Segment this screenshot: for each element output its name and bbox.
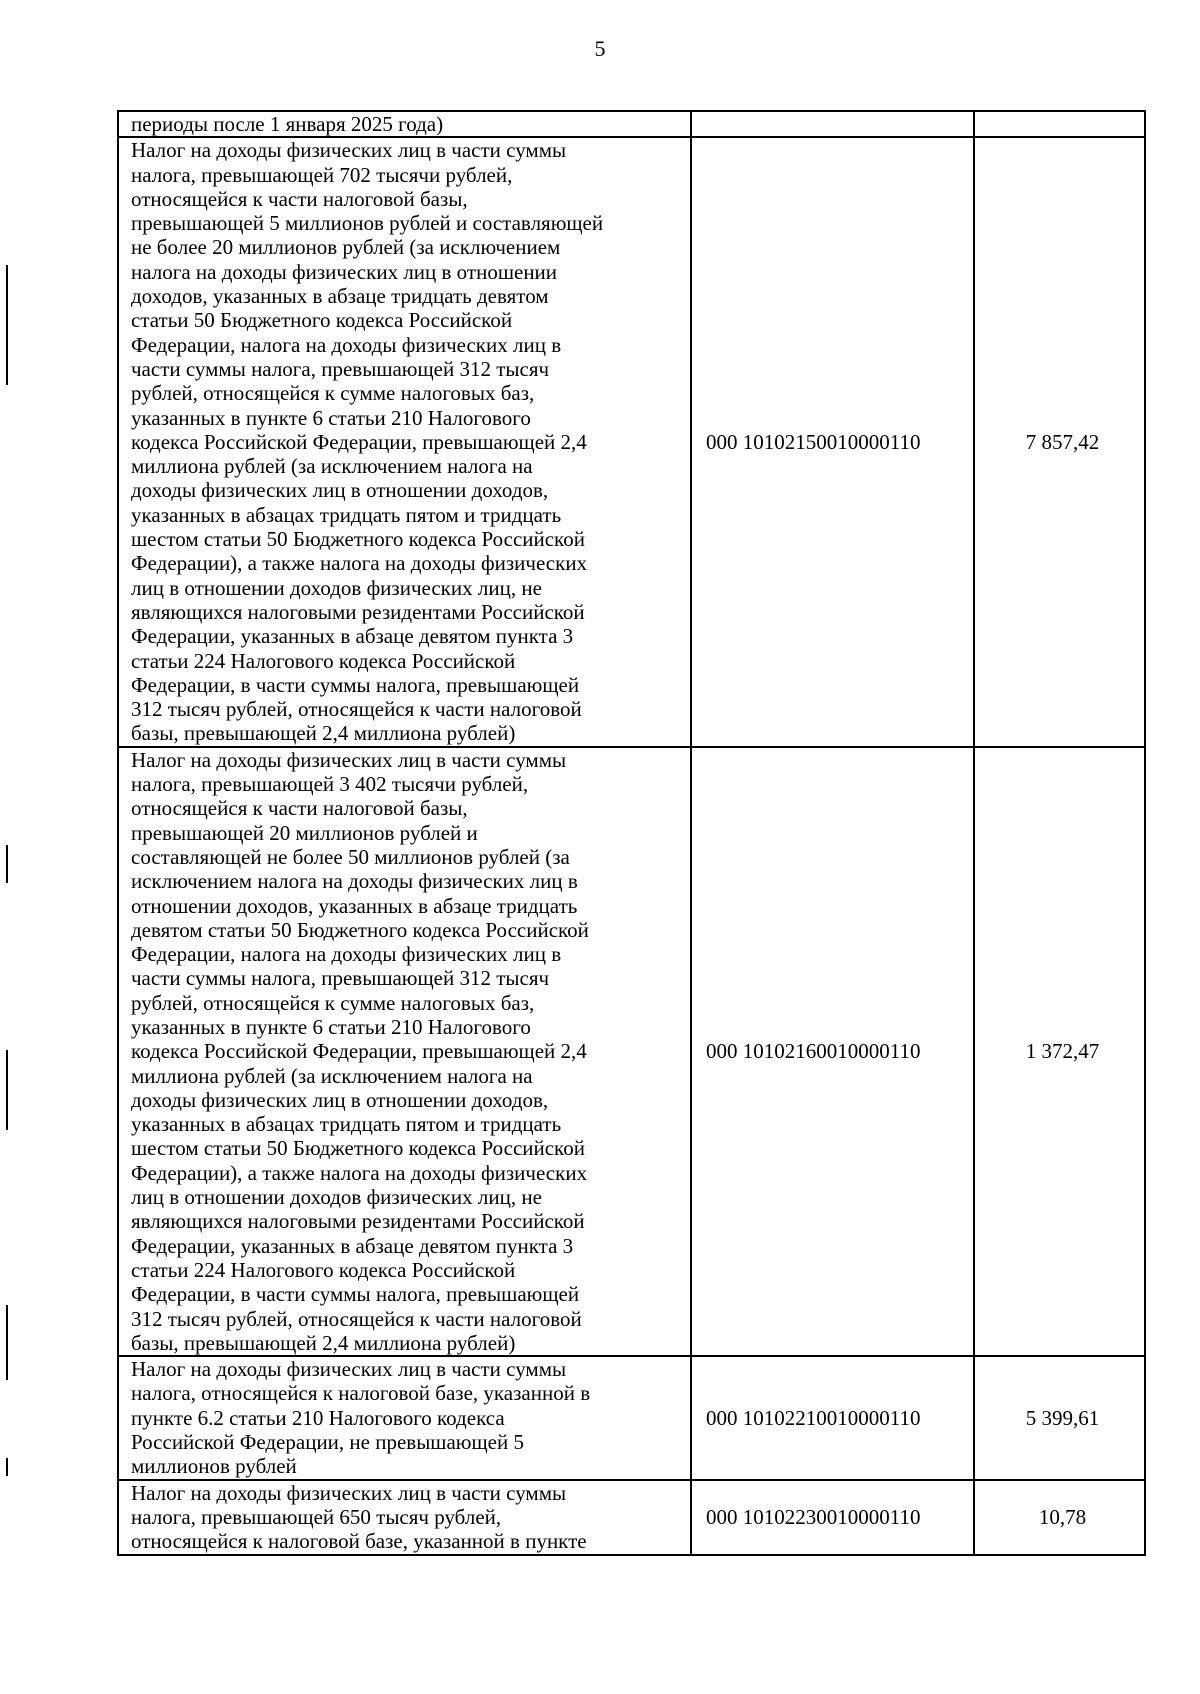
description-line: Федерации), а также налога на доходы физических: [131, 551, 588, 576]
description-line: являющихся налоговыми резидентами Российской: [131, 1209, 585, 1234]
table-row: [118, 747, 1145, 1356]
description-line: Федерации, налога на доходы физических лиц в: [131, 332, 562, 357]
budget-code-cell: 000 10102150010000110: [691, 137, 974, 746]
description-line: статьи 224 Налогового кодекса Российской: [131, 648, 516, 673]
amount-cell: [974, 111, 1145, 137]
description-line: доходы физических лиц в отношении доходов,: [131, 478, 549, 503]
income-description-cell: [118, 137, 691, 746]
description-line: Российской Федерации, не превышающей 5: [131, 1430, 524, 1455]
description-line: Федерации, указанных в абзаце девятом пункта 3: [131, 1233, 574, 1258]
description-line: базы, превышающей 2,4 миллиона рублей): [131, 721, 516, 746]
scan-margin-mark: [6, 1305, 8, 1380]
description-line: Налог на доходы физических лиц в части суммы: [131, 747, 567, 772]
scan-margin-mark: [6, 845, 8, 883]
description-line: девятом статьи 50 Бюджетного кодекса Российской: [131, 917, 589, 942]
description-line: превышающей 20 миллионов рублей и: [131, 820, 478, 845]
amount-cell: 5 399,61: [974, 1356, 1145, 1479]
table-row: [118, 1480, 1145, 1555]
scan-margin-mark: [6, 1050, 8, 1130]
description-line: исключением налога на доходы физических лиц в: [131, 869, 578, 894]
description-line: 312 тысяч рублей, относящейся к части налоговой: [131, 1306, 582, 1331]
income-description-cell: [118, 1480, 691, 1555]
description-line: шестом статьи 50 Бюджетного кодекса Российской: [131, 527, 585, 552]
description-line: части суммы налога, превышающей 312 тысяч: [131, 966, 550, 991]
description-line: налога, относящейся к налоговой базе, указанной в: [131, 1381, 591, 1406]
description-line: Налог на доходы физических лиц в части суммы: [131, 1480, 567, 1505]
page-number: 5: [594, 36, 606, 61]
description-line: составляющей не более 50 миллионов рублей (за: [131, 844, 570, 869]
description-line: рублей, относящейся к сумме налоговых баз,: [131, 381, 535, 406]
table-row: [118, 111, 1145, 137]
table-row: [118, 137, 1145, 746]
description-line: лиц в отношении доходов физических лиц, не: [131, 575, 542, 600]
budget-code-cell: 000 10102160010000110: [691, 747, 974, 1356]
table-row: [118, 1356, 1145, 1479]
description-line: относящейся к части налоговой базы,: [131, 796, 468, 821]
description-line: лиц в отношении доходов физических лиц, не: [131, 1185, 542, 1210]
description-line: статьи 50 Бюджетного кодекса Российской: [131, 308, 513, 333]
description-line: 312 тысяч рублей, относящейся к части налоговой: [131, 697, 582, 722]
description-line: Налог на доходы физических лиц в части суммы: [131, 138, 567, 163]
description-line: налога, превышающей 3 402 тысячи рублей,: [131, 772, 529, 797]
description-line: статьи 224 Налогового кодекса Российской: [131, 1257, 516, 1282]
income-description-cell: [118, 747, 691, 1356]
description-line: Налог на доходы физических лиц в части суммы: [131, 1357, 567, 1382]
description-line: Федерации, в части суммы налога, превышающей: [131, 1282, 580, 1307]
description-line: указанных в пункте 6 статьи 210 Налогового: [131, 405, 531, 430]
amount-cell: 7 857,42: [974, 137, 1145, 746]
description-line: кодекса Российской Федерации, превышающей 2,4: [131, 429, 587, 454]
description-line: пункте 6.2 статьи 210 Налогового кодекса: [131, 1405, 505, 1430]
income-description-cell: [118, 1356, 691, 1479]
budget-code-cell: 000 10102230010000110: [691, 1480, 974, 1555]
description-line: доходов, указанных в абзаце тридцать девятом: [131, 284, 549, 309]
description-line: базы, превышающей 2,4 миллиона рублей): [131, 1330, 516, 1355]
description-line: налога, превышающей 702 тысячи рублей,: [131, 162, 513, 187]
description-line: указанных в абзацах тридцать пятом и тридцать: [131, 1112, 562, 1137]
description-line: не более 20 миллионов рублей (за исключением: [131, 235, 561, 260]
description-line: относящейся к части налоговой базы,: [131, 186, 468, 211]
description-line: шестом статьи 50 Бюджетного кодекса Российской: [131, 1136, 585, 1161]
amount-cell: 10,78: [974, 1480, 1145, 1555]
budget-code-cell: 000 10102210010000110: [691, 1356, 974, 1479]
description-line: миллиона рублей (за исключением налога на: [131, 1063, 533, 1088]
description-line: доходы физических лиц в отношении доходов,: [131, 1087, 549, 1112]
description-line: миллиона рублей (за исключением налога на: [131, 454, 533, 479]
description-line: являющихся налоговыми резидентами Российской: [131, 599, 585, 624]
description-line: налога на доходы физических лиц в отношении: [131, 259, 558, 284]
budget-code-cell: [691, 111, 974, 137]
description-line: Федерации), а также налога на доходы физических: [131, 1160, 588, 1185]
description-line: Федерации, в части суммы налога, превышающей: [131, 672, 580, 697]
description-line: относящейся к налоговой базе, указанной в пункте: [131, 1529, 587, 1554]
amount-cell: 1 372,47: [974, 747, 1145, 1356]
description-line: Федерации, указанных в абзаце девятом пункта 3: [131, 624, 574, 649]
description-line: отношении доходов, указанных в абзаце тридцать: [131, 893, 578, 918]
description-line: налога, превышающей 650 тысяч рублей,: [131, 1504, 502, 1529]
description-line: указанных в абзацах тридцать пятом и тридцать: [131, 502, 562, 527]
income-description-cell: [118, 111, 691, 137]
revenue-table: [117, 110, 1146, 1556]
description-line: части суммы налога, превышающей 312 тысяч: [131, 356, 550, 381]
table-body: [118, 111, 1145, 1555]
description-line: превышающей 5 миллионов рублей и составляющей: [131, 211, 604, 236]
description-line: указанных в пункте 6 статьи 210 Налогового: [131, 1014, 531, 1039]
scan-margin-mark: [6, 265, 8, 385]
description-line: миллионов рублей: [131, 1454, 297, 1479]
description-line: кодекса Российской Федерации, превышающей 2,4: [131, 1039, 587, 1064]
scan-margin-mark: [6, 1458, 8, 1476]
description-line: периоды после 1 января 2025 года): [131, 112, 444, 136]
description-line: рублей, относящейся к сумме налоговых баз,: [131, 990, 535, 1015]
description-line: Федерации, налога на доходы физических лиц в: [131, 942, 562, 967]
